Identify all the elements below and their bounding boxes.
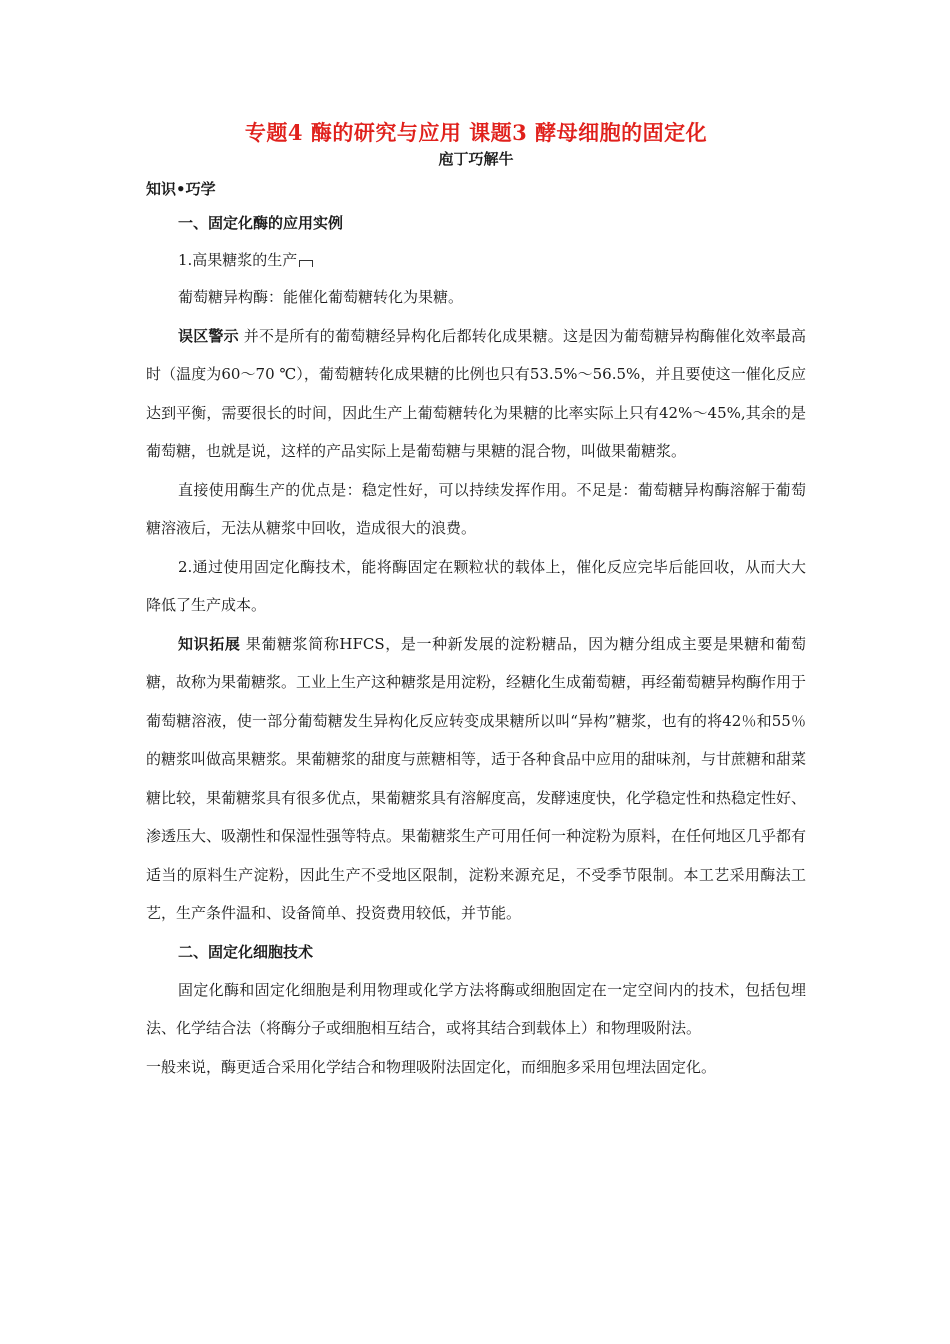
item-1 [146, 242, 806, 278]
expand-text: 果葡糖浆简称HFCS，是一种新发展的淀粉糖品，因为糖分组成主要是果糖和葡萄糖，故称为果葡糖浆。工业上生产这种糖浆是用淀粉，经糖化生成葡萄糖，再经葡萄糖异构酶作用于葡萄糖溶液，使一部分葡萄糖发生异构化反应转变成果糖所以叫“异构”糖浆，也有的将42％和55％的糖浆叫做高果糖浆。果葡糖浆的甜度与蔗糖相等，适于各种食品中应用的甜味剂，与甘蔗糖和甜菜糖比较，果葡糖浆具有很多优点，果葡糖浆具有溶解度高，发酵速度快，化学稳定性和热稳定性好、渗透压大、吸潮性和保湿性强等特点。果葡糖浆生产可用任何一种淀粉为原料，在任何地区几乎都有适当的原料生产淀粉，因此生产不受地区限制，淀粉来源充足，不受季节限制。本工艺采用酶法工艺，生产条件温和、设备简单、投资费用较低，并节能。 [146, 634, 807, 922]
page-title: 专题4 酶的研究与应用 课题3 酵母细胞的固定化 [244, 120, 708, 145]
page-subtitle: 庖丁巧解牛 [438, 150, 514, 168]
warning-text: 并不是所有的葡萄糖经异构化后都转化成果糖。这是因为葡萄糖异构酶催化效率最高时（温度为60～70 ℃），葡萄糖转化成果糖的比例也只有53.5%～56.5%，并且要使这一催化反应达到平衡，需要很长的时间，因此生产上葡萄糖转化为果糖的比率实际上只有42%～45%,其余的是葡萄糖，也就是说，这样的产品实际上是葡萄糖与果糖的混合物，叫做果葡糖浆。 [146, 326, 806, 460]
bracket-mark-icon [299, 260, 313, 267]
direct-use-paragraph: 直接使用酶生产的优点是：稳定性好，可以持续发挥作用。不足是：葡萄糖异构酶溶解于葡萄糖溶液后，无法从糖浆中回收，造成很大的浪费。 [146, 480, 806, 537]
part2-paragraph-2: 一般来说，酶更适合采用化学结合和物理吸附法固定化，而细胞多采用包埋法固定化。 [146, 1057, 717, 1076]
enzyme-line: 葡萄糖异构酶：能催化葡萄糖转化为果糖。 [178, 288, 464, 306]
item-2: 2.通过使用固定化酶技术，能将酶固定在颗粒状的载体上，催化反应完毕后能回收，从而大大降低了生产成本。 [146, 557, 806, 614]
warning-paragraph [146, 317, 806, 471]
item-1-text: 1.高果糖浆的生产 [178, 251, 298, 269]
part2-paragraph-1: 固定化酶和固定化细胞是利用物理或化学方法将酶或细胞固定在一定空间内的技术，包括包埋法、化学结合法（将酶分子或细胞相互结合，或将其结合到载体上）和物理吸附法。 [146, 980, 806, 1037]
document-page [146, 118, 806, 1086]
heading-part1: 一、固定化酶的应用实例 [178, 214, 344, 232]
warning-lead: 误区警示 [178, 326, 239, 345]
heading-part2: 二、固定化细胞技术 [178, 942, 314, 961]
expand-paragraph [146, 625, 806, 933]
section-label: 知识•巧学 [146, 180, 216, 198]
expand-lead: 知识拓展 [178, 634, 241, 653]
